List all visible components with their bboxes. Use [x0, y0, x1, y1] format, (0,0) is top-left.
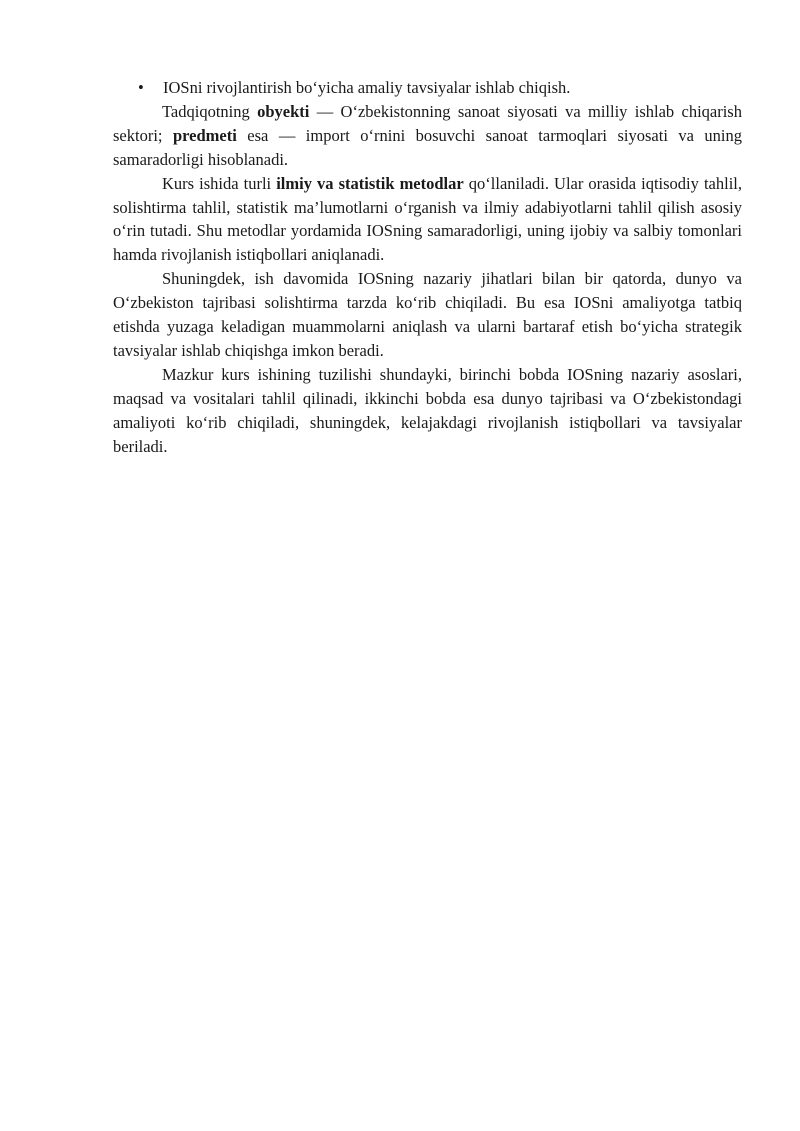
- bold-term-methods: ilmiy va statistik metodlar: [276, 173, 464, 193]
- paragraph-text: esa — import o‘rnini bosuvchi sanoat tarmoqlari siyosati va uning samaradorligi hisoblanadi.: [113, 125, 742, 169]
- paragraph-comparison: [113, 267, 742, 363]
- paragraph-text: Shuningdek, ish davomida IOSning nazariy jihatlari bilan bir qatorda, dunyo va O‘zbekiston tajribasi solishtirma tarzda ko‘rib chiqiladi. Bu esa IOSni amaliyotga tatbiq etishda yuzaga keladigan muammolarni aniqlash va ularni bartaraf etish bo‘yicha strategik tavsiyalar ishlab chiqishga imkon beradi.: [113, 269, 742, 360]
- paragraph-text: Kurs ishida turli: [162, 173, 277, 193]
- paragraph-text: — O‘zbekistonning sanoat siyosati va milliy ishlab chiqarish sektori;: [113, 101, 742, 145]
- paragraph-structure: [113, 363, 742, 459]
- paragraph-text: Tadqiqotning: [162, 101, 258, 121]
- bullet-marker: •: [138, 78, 144, 97]
- paragraph-methods: [113, 172, 742, 268]
- bullet-list-item: [113, 76, 742, 100]
- paragraph-text: qo‘llaniladi. Ular orasida iqtisodiy tahlil, solishtirma tahlil, statistik ma’lumotlarni o‘rganish va ilmiy adabiyotlarni tahlil qilish asosiy o‘rin tutadi. Shu metodlar yordamida IOSning samaradorligi, uning ijobiy va salbiy tomonlari hamda rivojlanish istiqbollari aniqlanadi.: [113, 173, 742, 265]
- paragraph-text: Mazkur kurs ishining tuzilishi shundayki, birinchi bobda IOSning nazariy asoslari, maqsad va vositalari tahlil qilinadi, ikkinchi bobda esa dunyo tajribasi va O‘zbekistondagi amaliyoti ko‘rib chiqiladi, shuningdek, kelajakdagi rivojlanish istiqbollari va tavsiyalar beriladi.: [113, 364, 742, 456]
- paragraph-object-subject: [113, 100, 742, 172]
- bold-term-obyekti: obyekti: [257, 101, 310, 121]
- bold-term-predmeti: predmeti: [172, 125, 237, 145]
- bullet-text: IOSni rivojlantirish bo‘yicha amaliy tavsiyalar ishlab chiqish.: [163, 78, 571, 97]
- document-page: [113, 76, 742, 459]
